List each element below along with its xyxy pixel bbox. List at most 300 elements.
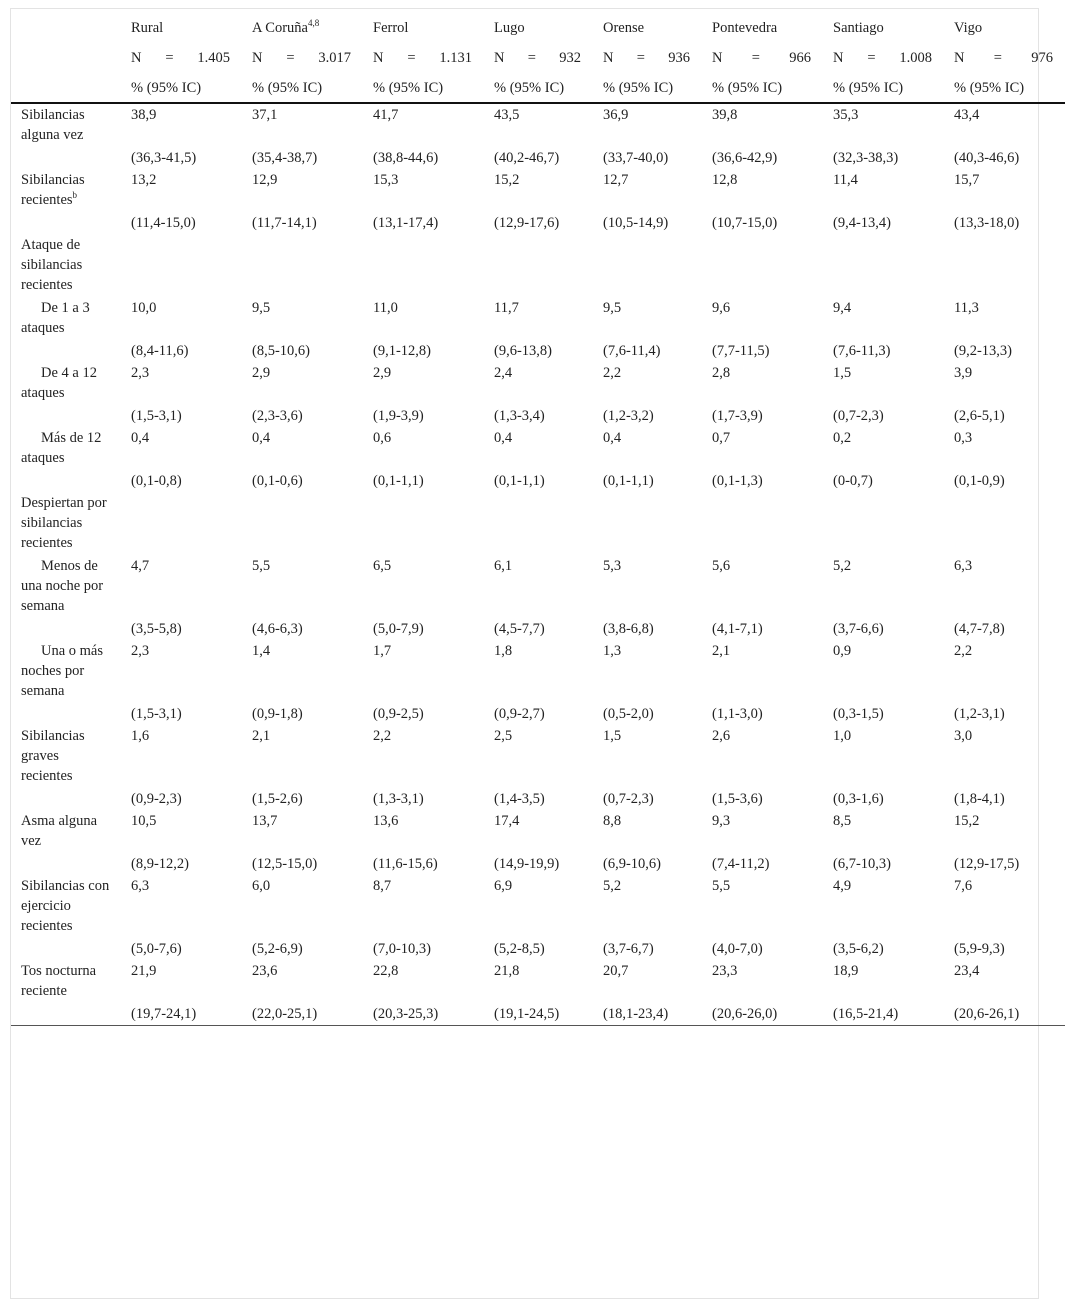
n-label: N bbox=[131, 50, 142, 66]
table-row bbox=[11, 297, 1065, 340]
n-label: N bbox=[373, 50, 384, 66]
ci-row bbox=[11, 340, 1065, 362]
row-label-text: De 4 a 12 ataques bbox=[21, 365, 97, 401]
value-cell: 5,5 bbox=[252, 558, 271, 574]
value-cell: 2,8 bbox=[712, 365, 731, 381]
ci-label: % (95% IC) bbox=[484, 78, 593, 103]
value-cell: 23,6 bbox=[252, 963, 278, 979]
n-value: 1.405 bbox=[197, 50, 230, 66]
value-cell: 5,2 bbox=[833, 558, 852, 574]
value-cell: 2,9 bbox=[252, 365, 271, 381]
ci-cell: (9,1-12,8) bbox=[373, 343, 431, 359]
row-label bbox=[11, 492, 121, 555]
ci-cell: (7,4-11,2) bbox=[712, 856, 770, 872]
row-label-text: Más de 12 ataques bbox=[21, 430, 102, 466]
ci-row bbox=[11, 618, 1065, 640]
value-cell: 37,1 bbox=[252, 107, 278, 123]
ci-cell: (5,0-7,9) bbox=[373, 621, 424, 637]
table-header bbox=[11, 9, 1065, 103]
ci-cell: (8,5-10,6) bbox=[252, 343, 310, 359]
value-cell: 35,3 bbox=[833, 107, 859, 123]
ci-cell: (11,6-15,6) bbox=[373, 856, 438, 872]
ci-row bbox=[11, 1003, 1065, 1026]
value-cell: 15,2 bbox=[494, 172, 520, 188]
value-cell: 2,3 bbox=[131, 365, 150, 381]
value-cell: 10,0 bbox=[131, 300, 157, 316]
value-cell: 0,4 bbox=[494, 430, 513, 446]
value-cell: 13,2 bbox=[131, 172, 157, 188]
value-cell: 1,0 bbox=[833, 728, 852, 744]
value-cell: 18,9 bbox=[833, 963, 859, 979]
column-name: Vigo bbox=[954, 20, 983, 36]
ci-cell: (3,8-6,8) bbox=[603, 621, 654, 637]
column-n bbox=[242, 40, 363, 78]
empty-cell bbox=[121, 492, 242, 555]
ci-cell: (7,0-10,3) bbox=[373, 941, 431, 957]
row-label bbox=[11, 427, 121, 470]
n-eq: = bbox=[867, 50, 876, 66]
ci-cell: (2,3-3,6) bbox=[252, 408, 303, 424]
value-cell: 15,3 bbox=[373, 172, 399, 188]
ci-cell: (0,1-0,9) bbox=[954, 473, 1005, 489]
row-label-text: Asma alguna vez bbox=[21, 813, 98, 849]
value-cell: 38,9 bbox=[131, 107, 157, 123]
column-n bbox=[363, 40, 484, 78]
value-cell: 1,7 bbox=[373, 643, 392, 659]
column-n bbox=[944, 40, 1065, 78]
value-cell: 9,6 bbox=[712, 300, 731, 316]
ci-row bbox=[11, 853, 1065, 875]
header-empty bbox=[11, 9, 121, 40]
ci-cell: (5,0-7,6) bbox=[131, 941, 182, 957]
value-cell: 9,5 bbox=[603, 300, 622, 316]
ci-cell: (1,5-3,1) bbox=[131, 408, 182, 424]
n-label: N bbox=[252, 50, 263, 66]
ci-cell: (33,7-40,0) bbox=[603, 150, 669, 166]
row-label bbox=[11, 234, 121, 297]
indented-label bbox=[21, 641, 113, 701]
ci-cell: (16,5-21,4) bbox=[823, 1003, 944, 1026]
empty-cell bbox=[593, 234, 702, 297]
column-name: Santiago bbox=[833, 20, 884, 36]
ci-cell: (19,7-24,1) bbox=[121, 1003, 242, 1026]
value-cell: 43,5 bbox=[494, 107, 520, 123]
empty-cell bbox=[823, 234, 944, 297]
value-cell: 6,0 bbox=[252, 878, 271, 894]
ci-cell: (13,1-17,4) bbox=[373, 215, 439, 231]
ci-cell: (9,2-13,3) bbox=[954, 343, 1012, 359]
value-cell: 2,1 bbox=[252, 728, 271, 744]
value-cell: 2,6 bbox=[712, 728, 731, 744]
n-value: 932 bbox=[559, 50, 581, 66]
value-cell: 1,5 bbox=[833, 365, 852, 381]
value-cell: 12,9 bbox=[252, 172, 278, 188]
n-label: N bbox=[954, 50, 965, 66]
empty-cell bbox=[484, 234, 593, 297]
value-cell: 6,5 bbox=[373, 558, 392, 574]
ci-cell: (1,1-3,0) bbox=[712, 706, 763, 722]
n-value: 976 bbox=[1031, 50, 1053, 66]
ci-cell: (4,5-7,7) bbox=[494, 621, 545, 637]
value-cell: 0,3 bbox=[954, 430, 973, 446]
ci-cell: (0,1-0,8) bbox=[131, 473, 182, 489]
n-eq: = bbox=[993, 50, 1002, 66]
column-header bbox=[944, 9, 1065, 40]
ci-cell: (0,1-1,1) bbox=[603, 473, 654, 489]
ci-row bbox=[11, 405, 1065, 427]
value-cell: 6,3 bbox=[131, 878, 150, 894]
value-cell: 0,6 bbox=[373, 430, 392, 446]
ci-row bbox=[11, 938, 1065, 960]
value-cell: 5,2 bbox=[603, 878, 622, 894]
ci-cell: (1,7-3,9) bbox=[712, 408, 763, 424]
n-value: 3.017 bbox=[318, 50, 351, 66]
value-cell: 5,5 bbox=[712, 878, 731, 894]
n-label: N bbox=[494, 50, 505, 66]
value-cell: 4,7 bbox=[131, 558, 150, 574]
value-cell: 21,8 bbox=[494, 963, 520, 979]
table-row bbox=[11, 103, 1065, 147]
ci-cell: (10,7-15,0) bbox=[712, 215, 778, 231]
row-label-text: Ataque de sibilancias recientes bbox=[21, 237, 83, 293]
n-value: 966 bbox=[789, 50, 811, 66]
ci-cell: (32,3-38,3) bbox=[833, 150, 899, 166]
column-header bbox=[593, 9, 702, 40]
row-label-text: De 1 a 3 ataques bbox=[21, 300, 90, 336]
empty-cell bbox=[702, 234, 823, 297]
n-cell bbox=[252, 48, 355, 68]
ci-cell: (12,9-17,6) bbox=[494, 215, 560, 231]
empty-cell bbox=[593, 492, 702, 555]
column-sup: 4,8 bbox=[307, 18, 320, 29]
ci-cell: (4,7-7,8) bbox=[954, 621, 1005, 637]
ci-cell: (38,8-44,6) bbox=[373, 150, 439, 166]
row-label-text: Tos nocturna reciente bbox=[21, 963, 97, 999]
value-cell: 0,4 bbox=[131, 430, 150, 446]
value-cell: 1,4 bbox=[252, 643, 271, 659]
ci-row bbox=[11, 788, 1065, 810]
column-name: Rural bbox=[131, 20, 164, 36]
prevalence-table bbox=[11, 9, 1065, 1026]
value-cell: 13,7 bbox=[252, 813, 278, 829]
ci-cell: (9,4-13,4) bbox=[833, 215, 891, 231]
ci-cell: (2,6-5,1) bbox=[954, 408, 1005, 424]
ci-cell: (22,0-25,1) bbox=[242, 1003, 363, 1026]
ci-cell: (3,5-5,8) bbox=[131, 621, 182, 637]
n-value: 1.131 bbox=[439, 50, 472, 66]
value-cell: 5,3 bbox=[603, 558, 622, 574]
column-name: Pontevedra bbox=[712, 20, 778, 36]
column-name: Ferrol bbox=[373, 20, 409, 36]
indented-label bbox=[21, 556, 113, 616]
row-label-text: Sibilancias con ejercicio recientes bbox=[21, 878, 110, 934]
ci-cell: (0,5-2,0) bbox=[603, 706, 654, 722]
value-cell: 36,9 bbox=[603, 107, 629, 123]
value-cell: 11,7 bbox=[494, 300, 519, 316]
column-n bbox=[121, 40, 242, 78]
ci-cell: (0,7-2,3) bbox=[603, 791, 654, 807]
row-label-text: Sibilancias alguna vez bbox=[21, 107, 85, 143]
row-label bbox=[11, 362, 121, 405]
n-eq: = bbox=[407, 50, 416, 66]
column-header bbox=[702, 9, 823, 40]
ci-row bbox=[11, 470, 1065, 492]
n-eq: = bbox=[165, 50, 174, 66]
value-cell: 1,5 bbox=[603, 728, 622, 744]
value-cell: 7,6 bbox=[954, 878, 973, 894]
ci-cell: (6,9-10,6) bbox=[603, 856, 661, 872]
value-cell: 1,8 bbox=[494, 643, 513, 659]
value-cell: 22,8 bbox=[373, 963, 399, 979]
ci-cell: (1,8-4,1) bbox=[954, 791, 1005, 807]
ci-cell: (1,3-3,1) bbox=[373, 791, 424, 807]
value-cell: 3,9 bbox=[954, 365, 973, 381]
empty-cell bbox=[484, 492, 593, 555]
ci-row bbox=[11, 703, 1065, 725]
value-cell: 12,7 bbox=[603, 172, 629, 188]
value-cell: 41,7 bbox=[373, 107, 399, 123]
value-cell: 23,4 bbox=[954, 963, 980, 979]
ci-cell: (4,1-7,1) bbox=[712, 621, 763, 637]
empty-cell bbox=[11, 470, 121, 492]
row-label-text: Sibilancias graves recientes bbox=[21, 728, 85, 784]
column-n bbox=[593, 40, 702, 78]
column-header bbox=[823, 9, 944, 40]
value-cell: 21,9 bbox=[131, 963, 157, 979]
empty-cell bbox=[11, 618, 121, 640]
ci-cell: (3,5-6,2) bbox=[833, 941, 884, 957]
ci-label: % (95% IC) bbox=[121, 78, 242, 103]
table-row bbox=[11, 362, 1065, 405]
ci-cell: (12,9-17,5) bbox=[954, 856, 1020, 872]
value-cell: 1,3 bbox=[603, 643, 622, 659]
ci-cell: (1,2-3,1) bbox=[954, 706, 1005, 722]
value-cell: 15,2 bbox=[954, 813, 980, 829]
ci-cell: (0,9-2,3) bbox=[131, 791, 182, 807]
ci-label: % (95% IC) bbox=[823, 78, 944, 103]
table-frame bbox=[10, 8, 1053, 1299]
ci-cell: (1,4-3,5) bbox=[494, 791, 545, 807]
ci-cell: (7,7-11,5) bbox=[712, 343, 770, 359]
value-cell: 0,9 bbox=[833, 643, 852, 659]
column-n bbox=[484, 40, 593, 78]
empty-cell bbox=[11, 788, 121, 810]
value-cell: 23,3 bbox=[712, 963, 738, 979]
row-label bbox=[11, 640, 121, 703]
table-body bbox=[11, 103, 1065, 1026]
ci-cell: (0,1-0,6) bbox=[252, 473, 303, 489]
ci-label: % (95% IC) bbox=[593, 78, 702, 103]
ci-cell: (5,2-6,9) bbox=[252, 941, 303, 957]
table-row bbox=[11, 492, 1065, 555]
indented-label bbox=[21, 428, 113, 468]
empty-cell bbox=[11, 405, 121, 427]
ci-cell: (5,9-9,3) bbox=[954, 941, 1005, 957]
n-cell bbox=[712, 48, 815, 68]
empty-cell bbox=[11, 938, 121, 960]
value-cell: 0,4 bbox=[603, 430, 622, 446]
value-cell: 4,9 bbox=[833, 878, 852, 894]
n-label: N bbox=[833, 50, 844, 66]
ci-cell: (20,3-25,3) bbox=[363, 1003, 484, 1026]
empty-cell bbox=[11, 853, 121, 875]
row-label bbox=[11, 103, 121, 147]
ci-cell: (7,6-11,3) bbox=[833, 343, 891, 359]
value-cell: 20,7 bbox=[603, 963, 629, 979]
value-cell: 11,3 bbox=[954, 300, 979, 316]
row-label-text: Sibilancias recientes bbox=[21, 172, 85, 208]
ci-cell: (1,2-3,2) bbox=[603, 408, 654, 424]
table-row bbox=[11, 640, 1065, 703]
value-cell: 9,3 bbox=[712, 813, 731, 829]
column-n bbox=[823, 40, 944, 78]
empty-cell bbox=[242, 234, 363, 297]
column-header bbox=[484, 9, 593, 40]
value-cell: 6,9 bbox=[494, 878, 513, 894]
table-row bbox=[11, 875, 1065, 938]
value-cell: 6,3 bbox=[954, 558, 973, 574]
indented-label bbox=[21, 363, 113, 403]
ci-cell: (0-0,7) bbox=[833, 473, 873, 489]
value-cell: 2,2 bbox=[373, 728, 392, 744]
table-row bbox=[11, 234, 1065, 297]
table-row bbox=[11, 810, 1065, 853]
n-value: 936 bbox=[668, 50, 690, 66]
ci-cell: (20,6-26,0) bbox=[702, 1003, 823, 1026]
row-label bbox=[11, 810, 121, 853]
row-label bbox=[11, 725, 121, 788]
ci-label: % (95% IC) bbox=[363, 78, 484, 103]
value-cell: 5,6 bbox=[712, 558, 731, 574]
row-label-sup: b bbox=[72, 190, 78, 201]
column-n bbox=[702, 40, 823, 78]
ci-cell: (1,3-3,4) bbox=[494, 408, 545, 424]
ci-cell: (5,2-8,5) bbox=[494, 941, 545, 957]
ci-label: % (95% IC) bbox=[702, 78, 823, 103]
column-name: Orense bbox=[603, 20, 645, 36]
ci-label: % (95% IC) bbox=[242, 78, 363, 103]
n-cell bbox=[373, 48, 476, 68]
empty-cell bbox=[11, 147, 121, 169]
value-cell: 2,3 bbox=[131, 643, 150, 659]
header-empty bbox=[11, 78, 121, 103]
column-header bbox=[121, 9, 242, 40]
value-cell: 2,9 bbox=[373, 365, 392, 381]
value-cell: 2,2 bbox=[954, 643, 973, 659]
table-row bbox=[11, 725, 1065, 788]
column-name: Lugo bbox=[494, 20, 525, 36]
column-header bbox=[242, 9, 363, 40]
table-row bbox=[11, 555, 1065, 618]
empty-cell bbox=[11, 1003, 121, 1026]
empty-cell bbox=[363, 492, 484, 555]
row-label-text: Menos de una noche por semana bbox=[21, 558, 104, 614]
ci-cell: (0,9-1,8) bbox=[252, 706, 303, 722]
ci-cell: (0,9-2,5) bbox=[373, 706, 424, 722]
empty-cell bbox=[702, 492, 823, 555]
ci-cell: (4,6-6,3) bbox=[252, 621, 303, 637]
n-label: N bbox=[603, 50, 614, 66]
n-cell bbox=[954, 48, 1057, 68]
ci-cell: (0,1-1,1) bbox=[494, 473, 545, 489]
ci-cell: (1,9-3,9) bbox=[373, 408, 424, 424]
ci-cell: (13,3-18,0) bbox=[954, 215, 1020, 231]
row-label bbox=[11, 555, 121, 618]
ci-cell: (19,1-24,5) bbox=[484, 1003, 593, 1026]
ci-cell: (10,5-14,9) bbox=[603, 215, 669, 231]
value-cell: 10,5 bbox=[131, 813, 157, 829]
ci-cell: (1,5-3,6) bbox=[712, 791, 763, 807]
ci-cell: (7,6-11,4) bbox=[603, 343, 661, 359]
ci-row bbox=[11, 147, 1065, 169]
n-cell bbox=[833, 48, 936, 68]
value-cell: 2,5 bbox=[494, 728, 513, 744]
empty-cell bbox=[121, 234, 242, 297]
ci-cell: (4,0-7,0) bbox=[712, 941, 763, 957]
n-cell bbox=[131, 48, 234, 68]
ci-cell: (0,3-1,6) bbox=[833, 791, 884, 807]
value-cell: 13,6 bbox=[373, 813, 399, 829]
ci-cell: (0,1-1,3) bbox=[712, 473, 763, 489]
value-cell: 3,0 bbox=[954, 728, 973, 744]
row-label-text: Despiertan por sibilancias recientes bbox=[21, 495, 107, 551]
value-cell: 11,0 bbox=[373, 300, 398, 316]
ci-cell: (14,9-19,9) bbox=[494, 856, 560, 872]
ci-cell: (3,7-6,6) bbox=[833, 621, 884, 637]
ci-cell: (11,7-14,1) bbox=[252, 215, 317, 231]
value-cell: 0,7 bbox=[712, 430, 731, 446]
value-cell: 9,5 bbox=[252, 300, 271, 316]
value-cell: 0,4 bbox=[252, 430, 271, 446]
value-cell: 17,4 bbox=[494, 813, 520, 829]
empty-cell bbox=[944, 492, 1065, 555]
ci-cell: (35,4-38,7) bbox=[252, 150, 318, 166]
empty-cell bbox=[944, 234, 1065, 297]
ci-cell: (36,3-41,5) bbox=[131, 150, 197, 166]
ci-cell: (0,7-2,3) bbox=[833, 408, 884, 424]
n-eq: = bbox=[751, 50, 760, 66]
ci-cell: (36,6-42,9) bbox=[712, 150, 778, 166]
ci-cell: (9,6-13,8) bbox=[494, 343, 552, 359]
ci-label: % (95% IC) bbox=[944, 78, 1065, 103]
empty-cell bbox=[823, 492, 944, 555]
value-cell: 2,1 bbox=[712, 643, 731, 659]
row-label bbox=[11, 169, 121, 212]
table-row bbox=[11, 960, 1065, 1003]
ci-cell: (6,7-10,3) bbox=[833, 856, 891, 872]
header-empty bbox=[11, 40, 121, 78]
value-cell: 12,8 bbox=[712, 172, 738, 188]
column-header bbox=[363, 9, 484, 40]
empty-cell bbox=[11, 340, 121, 362]
ci-cell: (8,4-11,6) bbox=[131, 343, 189, 359]
row-label bbox=[11, 297, 121, 340]
ci-cell: (12,5-15,0) bbox=[252, 856, 318, 872]
n-eq: = bbox=[527, 50, 536, 66]
table-row bbox=[11, 169, 1065, 212]
n-label: N bbox=[712, 50, 723, 66]
ci-cell: (8,9-12,2) bbox=[131, 856, 189, 872]
indented-label bbox=[21, 298, 113, 338]
ci-cell: (40,2-46,7) bbox=[494, 150, 560, 166]
value-cell: 9,4 bbox=[833, 300, 852, 316]
value-cell: 39,8 bbox=[712, 107, 738, 123]
ci-cell: (1,5-3,1) bbox=[131, 706, 182, 722]
value-cell: 8,5 bbox=[833, 813, 852, 829]
empty-cell bbox=[11, 703, 121, 725]
value-cell: 43,4 bbox=[954, 107, 980, 123]
ci-cell: (3,7-6,7) bbox=[603, 941, 654, 957]
